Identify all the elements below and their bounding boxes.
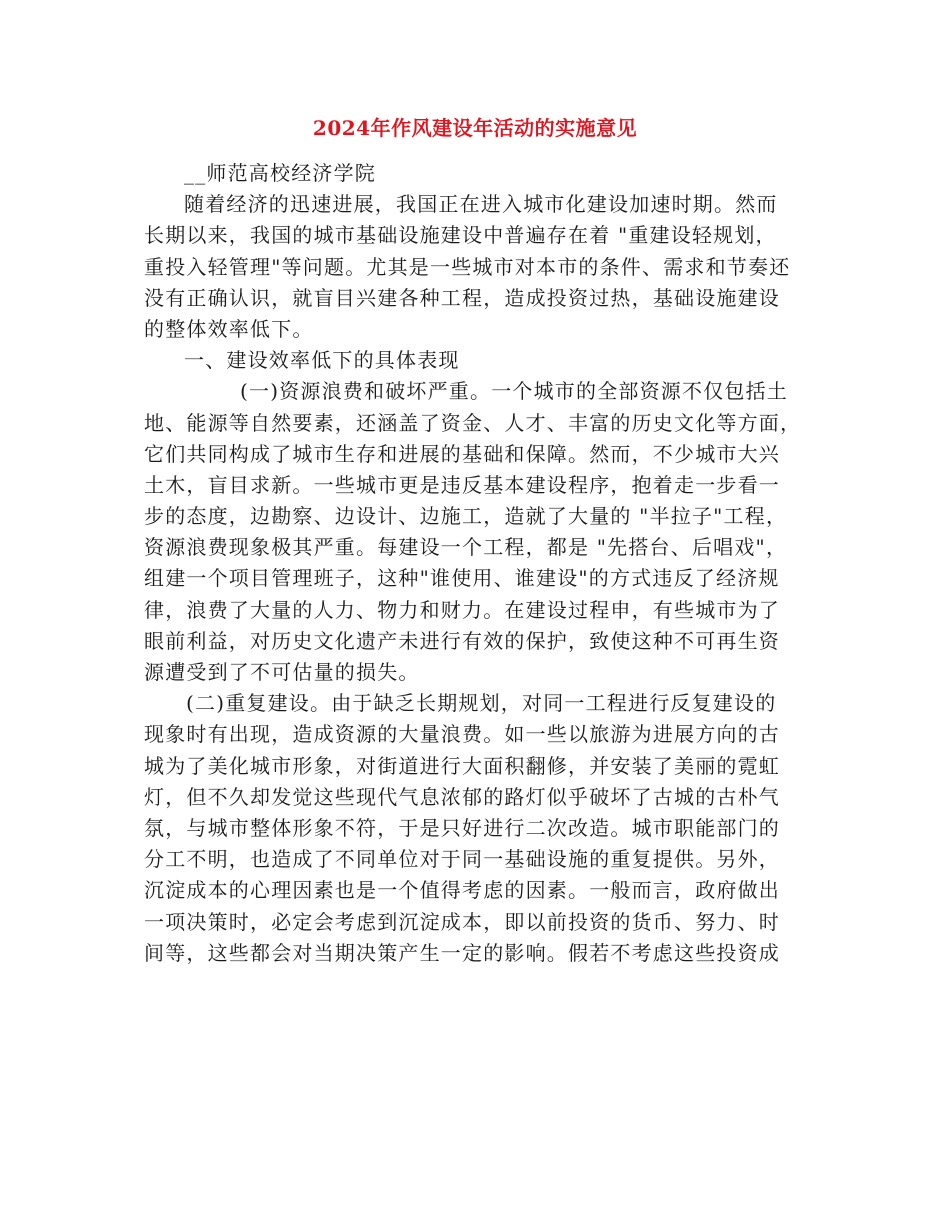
text-line: 源遭受到了不可估量的损失。 [144, 660, 420, 684]
text-line: 沉淀成本的心理因素也是一个值得考虑的因素。一般而言，政府做出 [144, 878, 780, 903]
text-line: 组建一个项目管理班子，这种"谁使用、谁建设"的方式违反了经济规 [144, 566, 780, 591]
text-line: (二)重复建设。由于缺乏长期规划，对同一工程进行反复建设的 [186, 691, 777, 716]
text-line: 资源浪费现象极其严重。每建设一个工程，都是 "先搭台、后唱戏"， [144, 535, 788, 560]
text-line: 律，浪费了大量的人力、物力和财力。在建设过程申，有些城市为了 [144, 597, 780, 622]
text-line: (一)资源浪费和破坏严重。一个城市的全部资源不仅包括土 [240, 379, 789, 404]
text-line: 重投入轻管理"等问题。尤其是一些城市对本市的条件、需求和节奏还 [144, 254, 791, 279]
text-line: 土木，盲目求新。一些城市更是违反基本建设程序，抱着走一步看一 [144, 472, 780, 497]
text-line: 间等，这些都会对当期决策产生一定的影响。假若不考虑这些投资成 [144, 940, 780, 965]
text-line: 它们共同构成了城市生存和进展的基础和保障。然而，不少城市大兴 [144, 441, 780, 466]
document-body [144, 158, 804, 969]
text-line: 现象时有出现，造成资源的大量浪费。如一些以旅游为进展方向的古 [144, 722, 780, 747]
text-line: 城为了美化城市形象，对街道进行大面积翻修，并安装了美丽的霓虹 [144, 753, 780, 778]
text-line: 的整体效率低下。 [144, 316, 314, 341]
text-line: 分工不明，也造成了不同单位对于同一基础设施的重复提供。另外， [144, 847, 780, 872]
text-line: 眼前利益，对历史文化遗产未进行有效的保护，致使这种不可再生资 [144, 628, 780, 653]
text-line: 地、能源等自然要素，还涵盖了资金、人才、丰富的历史文化等方面， [144, 410, 802, 435]
text-line: 步的态度，边勘察、边设计、边施工，造就了大量的 "半拉子"工程， [144, 504, 788, 529]
text-line: 一、建设效率低下的具体表现 [184, 348, 460, 373]
author-line: __师范高校经济学院 [184, 161, 376, 185]
text-line: 随着经济的迅速进展，我国正在进入城市化建设加速时期。然而 [184, 192, 778, 217]
text-line: 氛，与城市整体形象不符，于是只好进行二次改造。城市职能部门的 [144, 815, 780, 840]
text-line: 长期以来，我国的城市基础设施建设中普遍存在着 "重建设轻规划， [144, 223, 777, 248]
text-line: 没有正确认识，就盲目兴建各种工程，造成投资过热，基础设施建设 [144, 285, 780, 310]
text-line: 一项决策时，必定会考虑到沉淀成本，即以前投资的货币、努力、时 [144, 909, 780, 934]
document-title: 2024年作风建设年活动的实施意见 [312, 116, 638, 140]
paragraph-lines [144, 189, 804, 969]
text-line: 灯，但不久却发觉这些现代气息浓郁的路灯似乎破坏了古城的古朴气 [144, 784, 780, 809]
